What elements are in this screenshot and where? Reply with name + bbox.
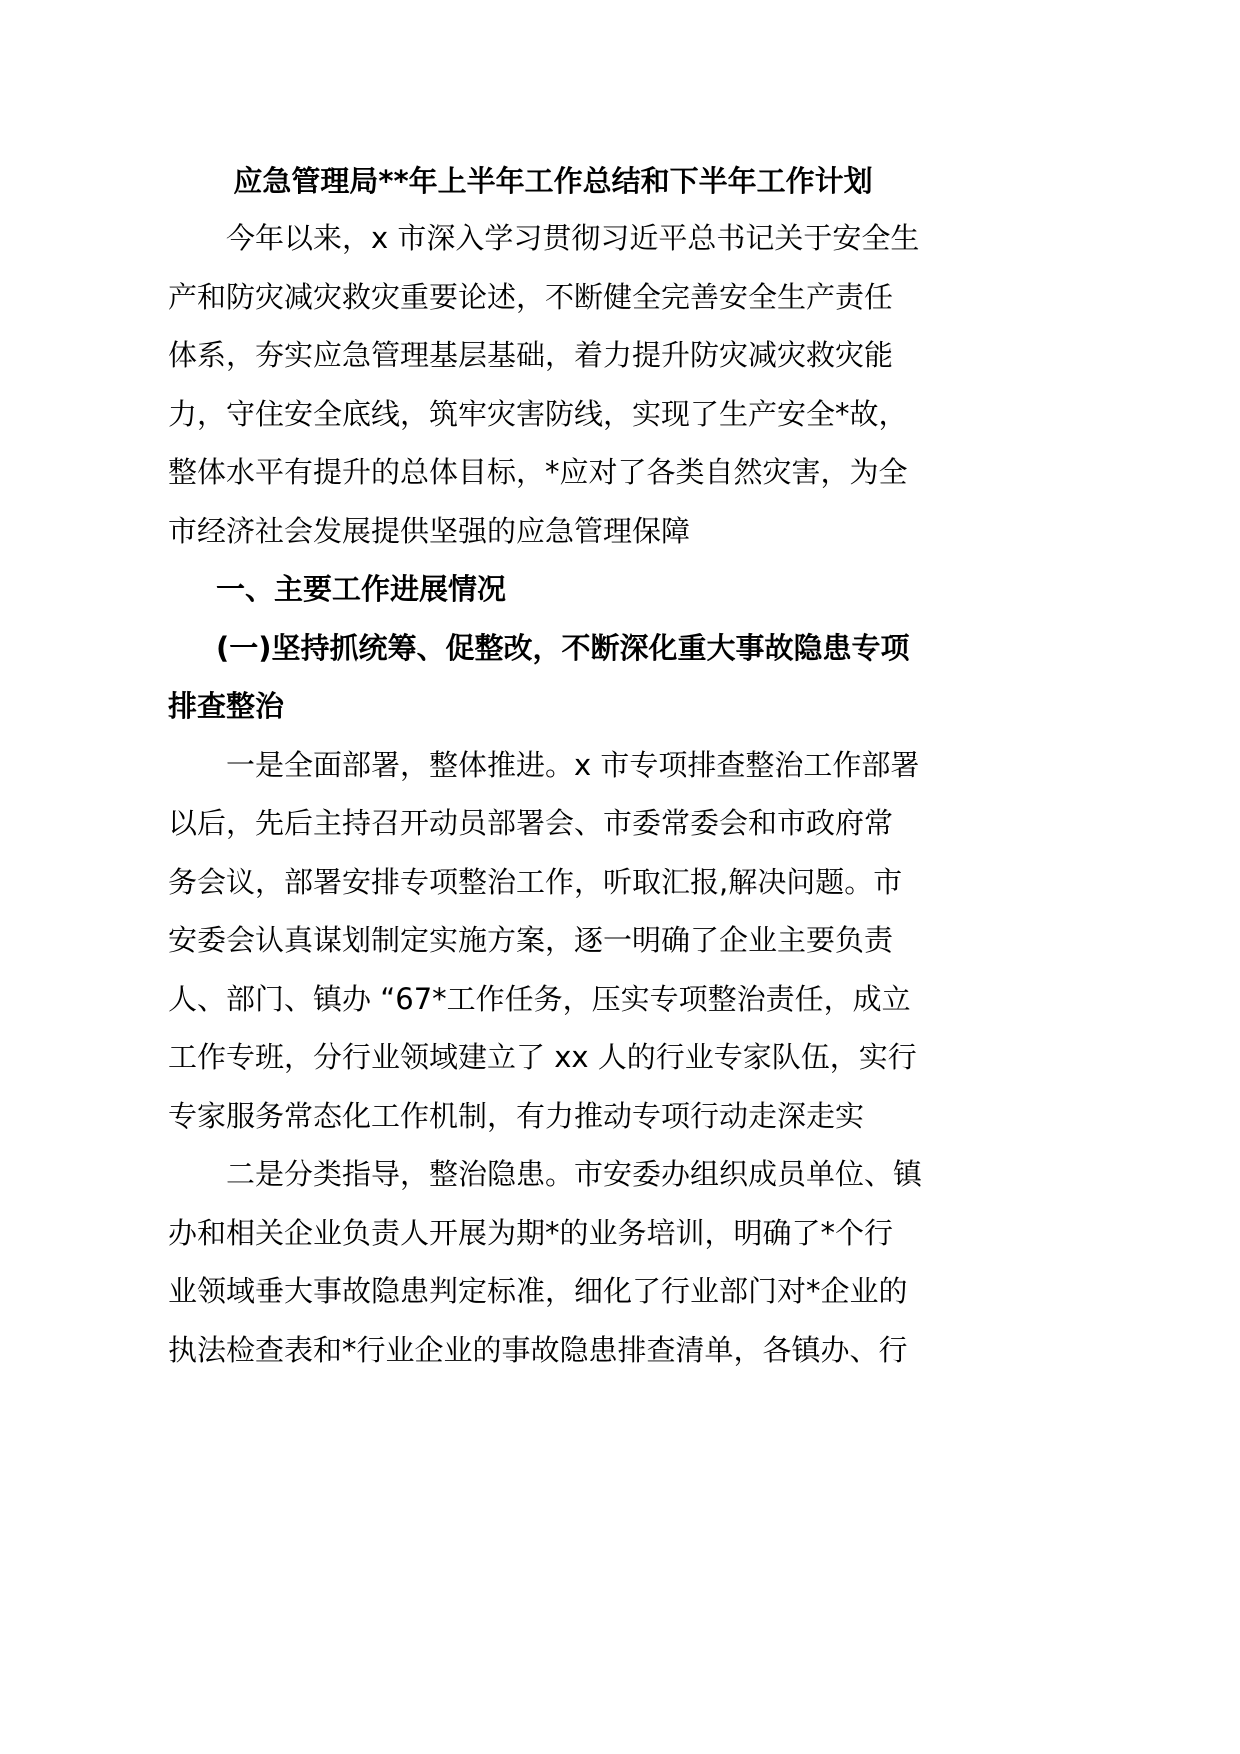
intro-paragraph xyxy=(168,209,938,560)
text-line: 一是全面部署，整体推进。x 市专项排查整治工作部署 xyxy=(226,747,920,782)
text-line: 办和相关企业负责人开展为期*的业务培训，明确了*个行 xyxy=(168,1215,894,1250)
body-paragraph xyxy=(168,1145,938,1379)
text-line: 工作专班，分行业领域建立了 xx 人的行业专家队伍，实行 xyxy=(168,1040,917,1074)
text-line: 市经济社会发展提供坚强的应急管理保障 xyxy=(168,513,691,548)
body-paragraph xyxy=(168,736,938,1146)
heading-line: (一)坚持抓统筹、促整改，不断深化重大事故隐患专项 xyxy=(216,630,910,665)
text-line: 业领域垂大事故隐患判定标准，细化了行业部门对*企业的 xyxy=(168,1274,908,1308)
text-line: 今年以来，x 市深入学习贯彻习近平总书记关于安全生 xyxy=(226,221,920,255)
text-line: 执法检查表和*行业企业的事故隐患排查清单，各镇办、行 xyxy=(168,1332,908,1367)
document-page xyxy=(168,155,938,1379)
text-line: 人、部门、镇办 “67*工作任务，压实专项整治责任，成立 xyxy=(168,981,911,1016)
subsection-heading xyxy=(168,619,938,736)
text-line: 力，守住安全底线，筑牢灾害防线，实现了生产安全*故， xyxy=(168,396,908,431)
text-line: 产和防灾减灾救灾重要论述，不断健全完善安全生产责任 xyxy=(168,279,894,314)
text-line: 整体水平有提升的总体目标，*应对了各类自然灾害，为全 xyxy=(168,455,908,489)
heading-line: 排查整治 xyxy=(168,689,285,723)
section-heading: 一、主要工作进展情况 xyxy=(216,572,507,606)
text-line: 务会议，部署安排专项整治工作，听取汇报,解决问题。市 xyxy=(168,864,903,899)
text-line: 二是分类指导，整治隐患。市安委办组织成员单位、镇 xyxy=(226,1157,923,1191)
text-line: 体系，夯实应急管理基层基础，着力提升防灾减灾救灾能 xyxy=(168,338,894,372)
text-line: 以后，先后主持召开动员部署会、市委常委会和市政府常 xyxy=(168,806,894,840)
document-title: 应急管理局**年上半年工作总结和下半年工作计划 xyxy=(233,164,873,198)
text-line: 专家服务常态化工作机制，有力推动专项行动走深走实 xyxy=(168,1098,865,1133)
text-line: 安委会认真谋划制定实施方案，逐一明确了企业主要负责 xyxy=(168,923,894,957)
